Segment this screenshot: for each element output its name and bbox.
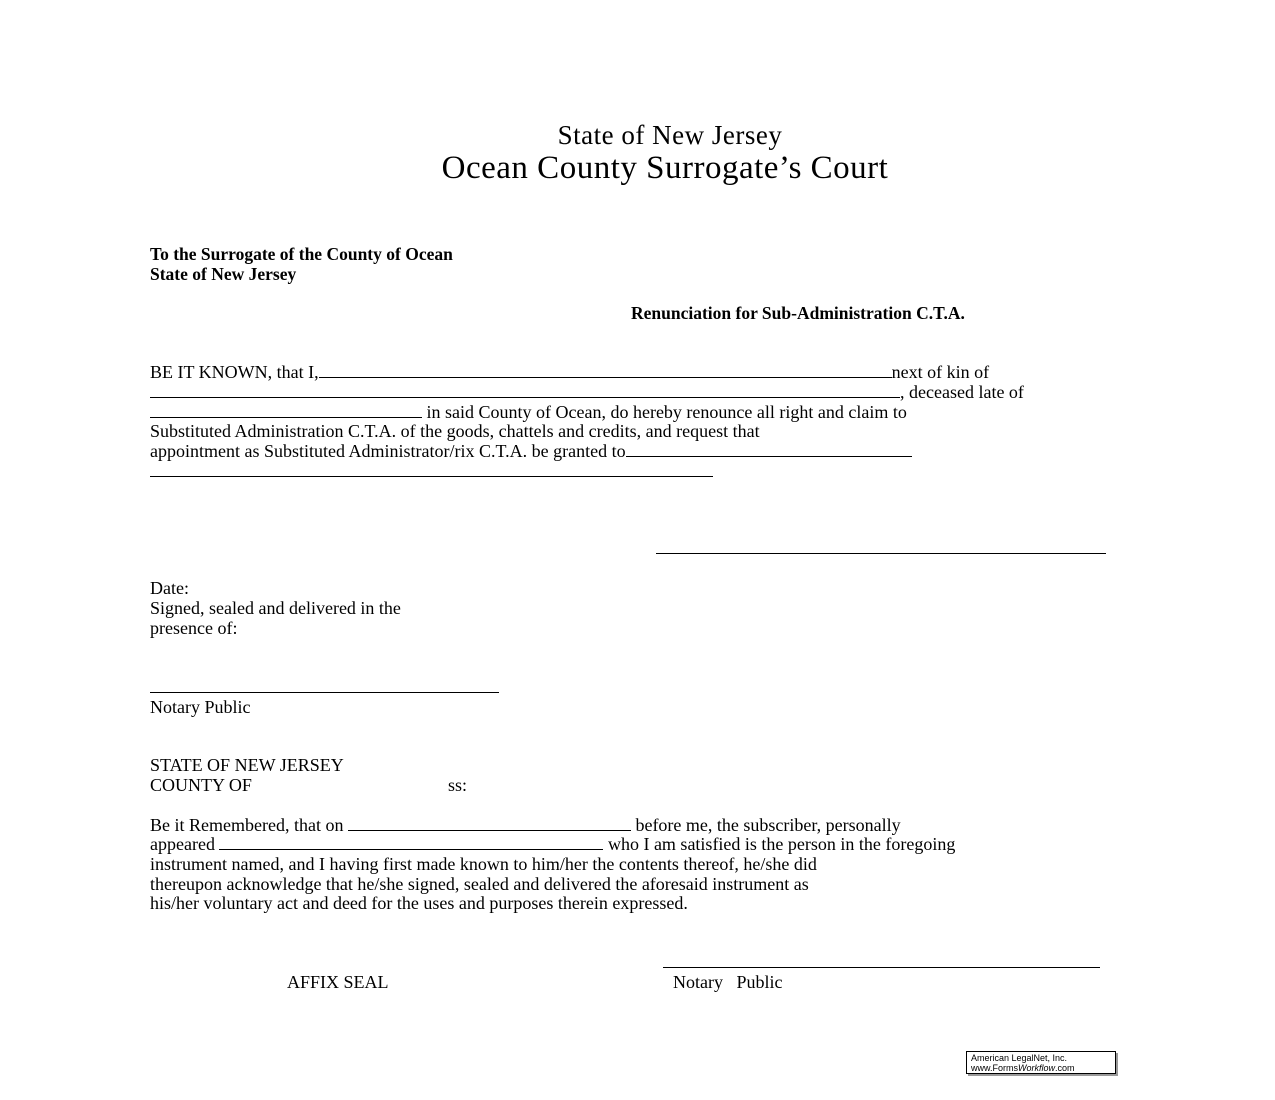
ack-text: who I am satisfied is the person in the foregoing: [603, 834, 956, 854]
residence-field[interactable]: [150, 402, 422, 418]
ack-text: appeared: [150, 834, 220, 854]
logo-line-2: [971, 1063, 1115, 1073]
body-line-5: [150, 441, 912, 461]
ack-line-5: his/her voluntary act and deed for the uses and purposes therein expressed.: [150, 893, 688, 913]
appeared-name-field[interactable]: [219, 834, 603, 850]
witness-signature-line[interactable]: [150, 692, 499, 693]
state-heading: State of New Jersey: [557, 120, 783, 150]
body-line-1: [150, 362, 989, 382]
grantee-field-continued[interactable]: [150, 476, 713, 477]
address-line-1: To the Surrogate of the County of Ocean: [150, 244, 453, 264]
venue-county: COUNTY OF: [150, 775, 252, 795]
ack-line-3: instrument named, and I having first made known to him/her the contents thereof, he/she did: [150, 854, 817, 874]
signature-line[interactable]: [656, 553, 1106, 554]
grantee-field[interactable]: [626, 441, 912, 457]
date-label: Date:: [150, 578, 189, 598]
body-line-3: [150, 402, 907, 422]
body-text: next of kin of: [891, 362, 990, 382]
logo-text: .com: [1055, 1063, 1075, 1073]
deceased-name-field[interactable]: [150, 382, 900, 398]
signed-text-2: presence of:: [150, 618, 238, 638]
body-line-4: Substituted Administration C.T.A. of the goods, chattels and credits, and request that: [150, 421, 760, 441]
ack-line-1: [150, 815, 901, 835]
logo-text: Workflow: [1018, 1063, 1056, 1073]
body-text: in said County of Ocean, do hereby renounce all right and claim to: [422, 402, 907, 422]
affix-seal-label: AFFIX SEAL: [287, 972, 389, 992]
logo-text: www.Forms: [971, 1063, 1018, 1073]
body-text: BE IT KNOWN, that I,: [150, 362, 319, 382]
body-text: appointment as Substituted Administrator/rix C.T.A. be granted to: [150, 441, 626, 461]
venue-ss: ss:: [448, 775, 468, 795]
court-heading: Ocean County Surrogate’s Court: [441, 150, 889, 186]
ack-date-field[interactable]: [348, 815, 631, 831]
ack-line-4: thereupon acknowledge that he/she signed, sealed and delivered the aforesaid instrument as: [150, 874, 809, 894]
logo-line-1: American LegalNet, Inc.: [971, 1053, 1068, 1063]
ack-text: Be it Remembered, that on: [150, 815, 348, 835]
form-title: Renunciation for Sub-Administration C.T.A.: [631, 303, 965, 323]
signed-text-1: Signed, sealed and delivered in the: [150, 598, 401, 618]
next-of-kin-name-field[interactable]: [319, 362, 892, 378]
notary-label: Notary Public: [150, 697, 251, 717]
address-line-2: State of New Jersey: [150, 264, 297, 284]
ack-line-2: [150, 834, 955, 854]
body-line-2: [150, 382, 1024, 402]
body-text: , deceased late of: [900, 382, 1024, 402]
venue-state: STATE OF NEW JERSEY: [150, 755, 344, 775]
american-legalnet-logo: [966, 1051, 1116, 1074]
notary-public-label: Notary Public: [673, 972, 783, 992]
ack-text: before me, the subscriber, personally: [630, 815, 901, 835]
notary-signature-line[interactable]: [663, 967, 1100, 968]
